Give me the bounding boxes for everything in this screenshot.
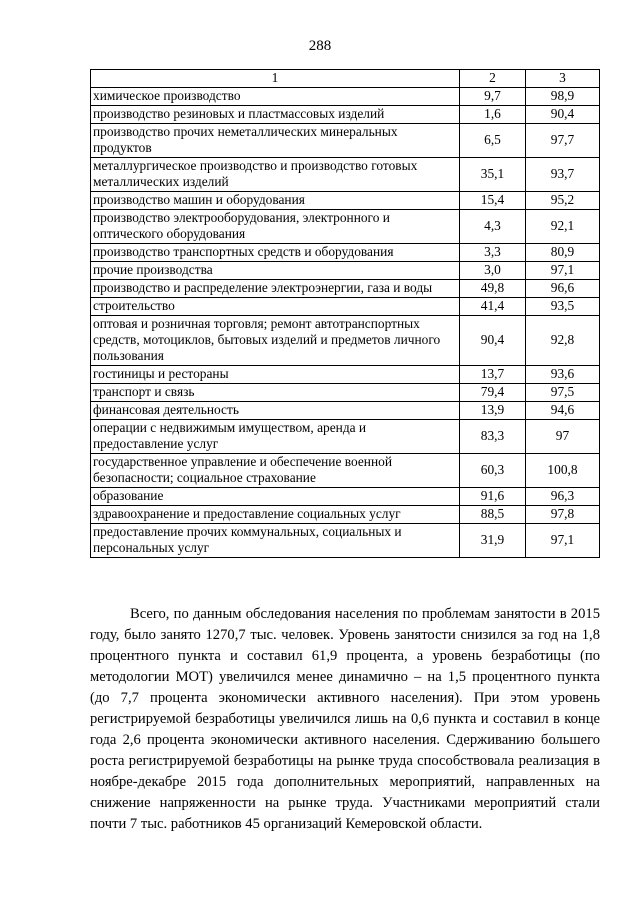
- table-cell-value: 93,6: [526, 366, 600, 384]
- table-cell-name: прочие производства: [91, 262, 460, 280]
- table-cell-value: 92,1: [526, 210, 600, 244]
- table-cell-value: 9,7: [460, 88, 526, 106]
- table-row: [91, 524, 600, 558]
- table-cell-value: 15,4: [460, 192, 526, 210]
- table-cell-value: 93,5: [526, 298, 600, 316]
- column-header: 3: [526, 70, 600, 88]
- table-cell-value: 13,9: [460, 402, 526, 420]
- table-cell-name: производство машин и оборудования: [91, 192, 460, 210]
- table-cell-name: здравоохранение и предоставление социальных услуг: [91, 506, 460, 524]
- table-cell-value: 93,7: [526, 158, 600, 192]
- table-cell-value: 88,5: [460, 506, 526, 524]
- table-cell-value: 6,5: [460, 124, 526, 158]
- table-cell-value: 97,7: [526, 124, 600, 158]
- table-cell-name: гостиницы и рестораны: [91, 366, 460, 384]
- table-cell-value: 79,4: [460, 384, 526, 402]
- table-cell-name: образование: [91, 488, 460, 506]
- body-paragraph: Всего, по данным обследования населения по проблемам занятости в 2015 году, было занято 1270,7 тыс. человек. Уровень занятости снизился за год на 1,8 процентного пункта и составил 61,9 процента, а уровень безработицы (по методологии МОТ) увеличился менее динамично – на 1,5 процентного пункта (до 7,7 процента экономически активного населения). При этом уровень регистрируемой безработицы увеличился лишь на 0,6 пункта и составил в конце года 2,6 процента экономически активного населения. Сдерживанию большего роста регистрируемой безработицы на рынке труда способствовала реализация в ноябре-декабре 2015 года дополнительных мероприятий, направленных на снижение напряженности на рынке труда. Участниками мероприятий стали почти 7 тыс. работников 45 организаций Кемеровской области.: [90, 606, 600, 832]
- table-row: [91, 158, 600, 192]
- table-cell-value: 90,4: [526, 106, 600, 124]
- table-cell-name: производство резиновых и пластмассовых изделий: [91, 106, 460, 124]
- table-header-row: [91, 70, 600, 88]
- table-cell-name: производство прочих неметаллических минеральных продуктов: [91, 124, 460, 158]
- column-header: 1: [91, 70, 460, 88]
- table-row: [91, 420, 600, 454]
- table-row: [91, 384, 600, 402]
- table-cell-value: 90,4: [460, 316, 526, 366]
- table-row: [91, 124, 600, 158]
- table-cell-name: химическое производство: [91, 88, 460, 106]
- table-cell-value: 35,1: [460, 158, 526, 192]
- table-cell-value: 1,6: [460, 106, 526, 124]
- table-cell-value: 98,9: [526, 88, 600, 106]
- table-row: [91, 506, 600, 524]
- table-cell-value: 41,4: [460, 298, 526, 316]
- table-cell-name: строительство: [91, 298, 460, 316]
- table-cell-value: 49,8: [460, 280, 526, 298]
- table-cell-name: производство транспортных средств и оборудования: [91, 244, 460, 262]
- table-cell-name: металлургическое производство и производство готовых металлических изделий: [91, 158, 460, 192]
- table-row: [91, 366, 600, 384]
- table-cell-value: 13,7: [460, 366, 526, 384]
- table-cell-value: 96,6: [526, 280, 600, 298]
- table-cell-value: 80,9: [526, 244, 600, 262]
- table-cell-value: 92,8: [526, 316, 600, 366]
- table-cell-value: 97,1: [526, 524, 600, 558]
- table-cell-value: 97,1: [526, 262, 600, 280]
- table-cell-value: 97: [526, 420, 600, 454]
- table-row: [91, 488, 600, 506]
- page-number: 288: [308, 38, 332, 54]
- table-row: [91, 106, 600, 124]
- table-cell-value: 3,3: [460, 244, 526, 262]
- table-cell-name: производство и распределение электроэнергии, газа и воды: [91, 280, 460, 298]
- table-cell-value: 31,9: [460, 524, 526, 558]
- table-cell-value: 91,6: [460, 488, 526, 506]
- table-row: [91, 210, 600, 244]
- table-cell-name: оптовая и розничная торговля; ремонт автотранспортных средств, мотоциклов, бытовых изделий и предметов личного пользования: [91, 316, 460, 366]
- table-cell-name: транспорт и связь: [91, 384, 460, 402]
- table-row: [91, 402, 600, 420]
- table-row: [91, 88, 600, 106]
- table-cell-name: производство электрооборудования, электронного и оптического оборудования: [91, 210, 460, 244]
- data-table: [90, 69, 600, 558]
- table-cell-value: 4,3: [460, 210, 526, 244]
- table-cell-name: операции с недвижимым имуществом, аренда и предоставление услуг: [91, 420, 460, 454]
- table-cell-value: 100,8: [526, 454, 600, 488]
- table-body: [91, 88, 600, 558]
- table-row: [91, 280, 600, 298]
- table-row: [91, 454, 600, 488]
- table-cell-value: 95,2: [526, 192, 600, 210]
- column-header: 2: [460, 70, 526, 88]
- table-cell-value: 60,3: [460, 454, 526, 488]
- table-cell-name: финансовая деятельность: [91, 402, 460, 420]
- table-row: [91, 192, 600, 210]
- table-row: [91, 298, 600, 316]
- table-row: [91, 244, 600, 262]
- table-row: [91, 262, 600, 280]
- table-cell-value: 3,0: [460, 262, 526, 280]
- table-cell-value: 97,5: [526, 384, 600, 402]
- table-cell-name: предоставление прочих коммунальных, социальных и персональных услуг: [91, 524, 460, 558]
- table-cell-name: государственное управление и обеспечение военной безопасности; социальное страхование: [91, 454, 460, 488]
- table-cell-value: 94,6: [526, 402, 600, 420]
- table-cell-value: 96,3: [526, 488, 600, 506]
- table-cell-value: 97,8: [526, 506, 600, 524]
- table-row: [91, 316, 600, 366]
- table-cell-value: 83,3: [460, 420, 526, 454]
